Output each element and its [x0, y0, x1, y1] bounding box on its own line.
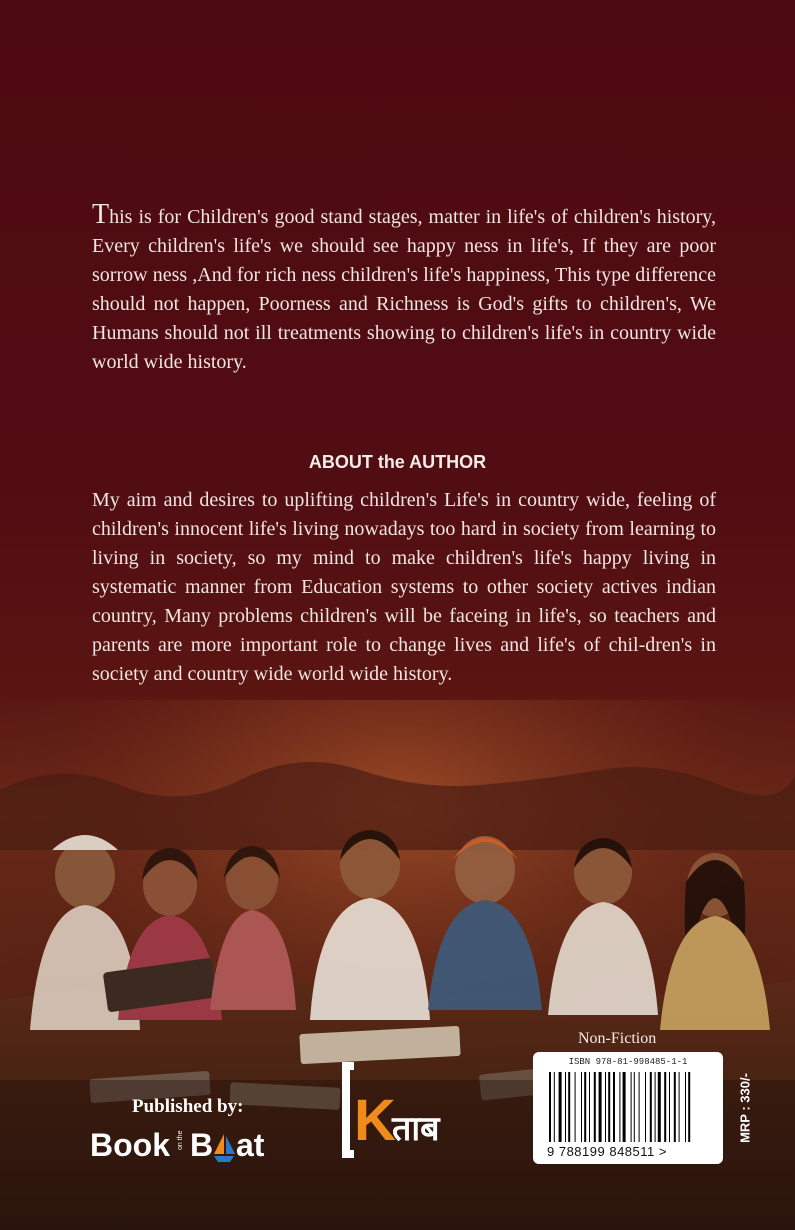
- barcode-bar: [645, 1072, 646, 1142]
- barcode-bars: [549, 1072, 709, 1142]
- kitab-word-rest: ताब: [392, 1109, 440, 1149]
- barcode-bar: [599, 1072, 602, 1142]
- barcode-bar: [664, 1072, 666, 1142]
- barcode-digits: 9 788199 848511 >: [547, 1144, 667, 1159]
- barcode-bar: [589, 1072, 590, 1142]
- mrp-price: MRP : 330/-: [737, 1073, 753, 1143]
- isbn-text: ISBN 978-81-998485-1-1: [568, 1057, 688, 1067]
- barcode-bar: [584, 1072, 586, 1142]
- barcode-bar: [619, 1072, 620, 1142]
- barcode-bar: [608, 1072, 610, 1142]
- barcode-bar: [559, 1072, 562, 1142]
- published-by-label: Published by:: [132, 1096, 244, 1117]
- logo-word-book: Book: [90, 1127, 170, 1163]
- about-author-text: My aim and desires to uplifting children's Life's in country wide, feeling of children's innocent life's living nowadays too hard in society from learning to living in society, so my mind to make children's life's happy living in systematic manner from Education systems to other society actives indian country, Many problems children's will be faceing in life's, so teachers and parents are more important role to change lives and life's of chil-dren's in society and country wide world wide history.: [92, 489, 716, 685]
- barcode-bar: [568, 1072, 570, 1142]
- barcode-bar: [650, 1072, 652, 1142]
- barcode-panel: [533, 1052, 723, 1164]
- genre-label: Non-Fiction: [578, 1030, 657, 1047]
- blurb-drop-cap: T: [92, 199, 110, 230]
- barcode-bar: [634, 1072, 635, 1142]
- barcode-bar: [594, 1072, 596, 1142]
- logo-letters-at: at: [236, 1127, 265, 1163]
- barcode-bar: [613, 1072, 615, 1142]
- barcode-bar: [631, 1072, 632, 1142]
- boat-sail-icon: [214, 1134, 235, 1162]
- barcode-bar: [581, 1072, 582, 1142]
- barcode-bar: [575, 1072, 576, 1142]
- about-author-heading: ABOUT the AUTHOR: [308, 452, 487, 472]
- logo-letter-b: B: [190, 1127, 214, 1163]
- barcode-bar: [655, 1072, 656, 1142]
- kitab-letter-k: K: [354, 1088, 396, 1153]
- kitab-book-bracket-icon: [346, 1066, 354, 1154]
- barcode-bar: [605, 1072, 606, 1142]
- blurb-text: his is for Children's good stand stages, matter in life's of children's history, Every children's life's we should see happy ness in life's, If they are poor sorrow ness ,And for rich ness children's life's happiness, This type difference should not happen, Poorness and Richness is God's gifts to children's, We Humans should not ill treatments showing to children's life's in country wide world wide history.: [92, 206, 716, 373]
- barcode-bar: [554, 1072, 555, 1142]
- barcode-bar: [685, 1072, 686, 1142]
- barcode-bar: [565, 1072, 566, 1142]
- barcode-bar: [658, 1072, 661, 1142]
- blurb-paragraph: [92, 200, 716, 377]
- kitab-imprint-logo: [340, 1060, 470, 1160]
- book-on-the-boat-logo: [90, 1122, 290, 1166]
- barcode-bar: [639, 1072, 640, 1142]
- barcode-bar: [688, 1072, 690, 1142]
- logo-word-on-the: on the: [177, 1130, 184, 1150]
- barcode-bar: [679, 1072, 680, 1142]
- barcode-bar: [674, 1072, 676, 1142]
- barcode-bar: [669, 1072, 670, 1142]
- barcode-bar: [549, 1072, 551, 1142]
- barcode-bar: [623, 1072, 626, 1142]
